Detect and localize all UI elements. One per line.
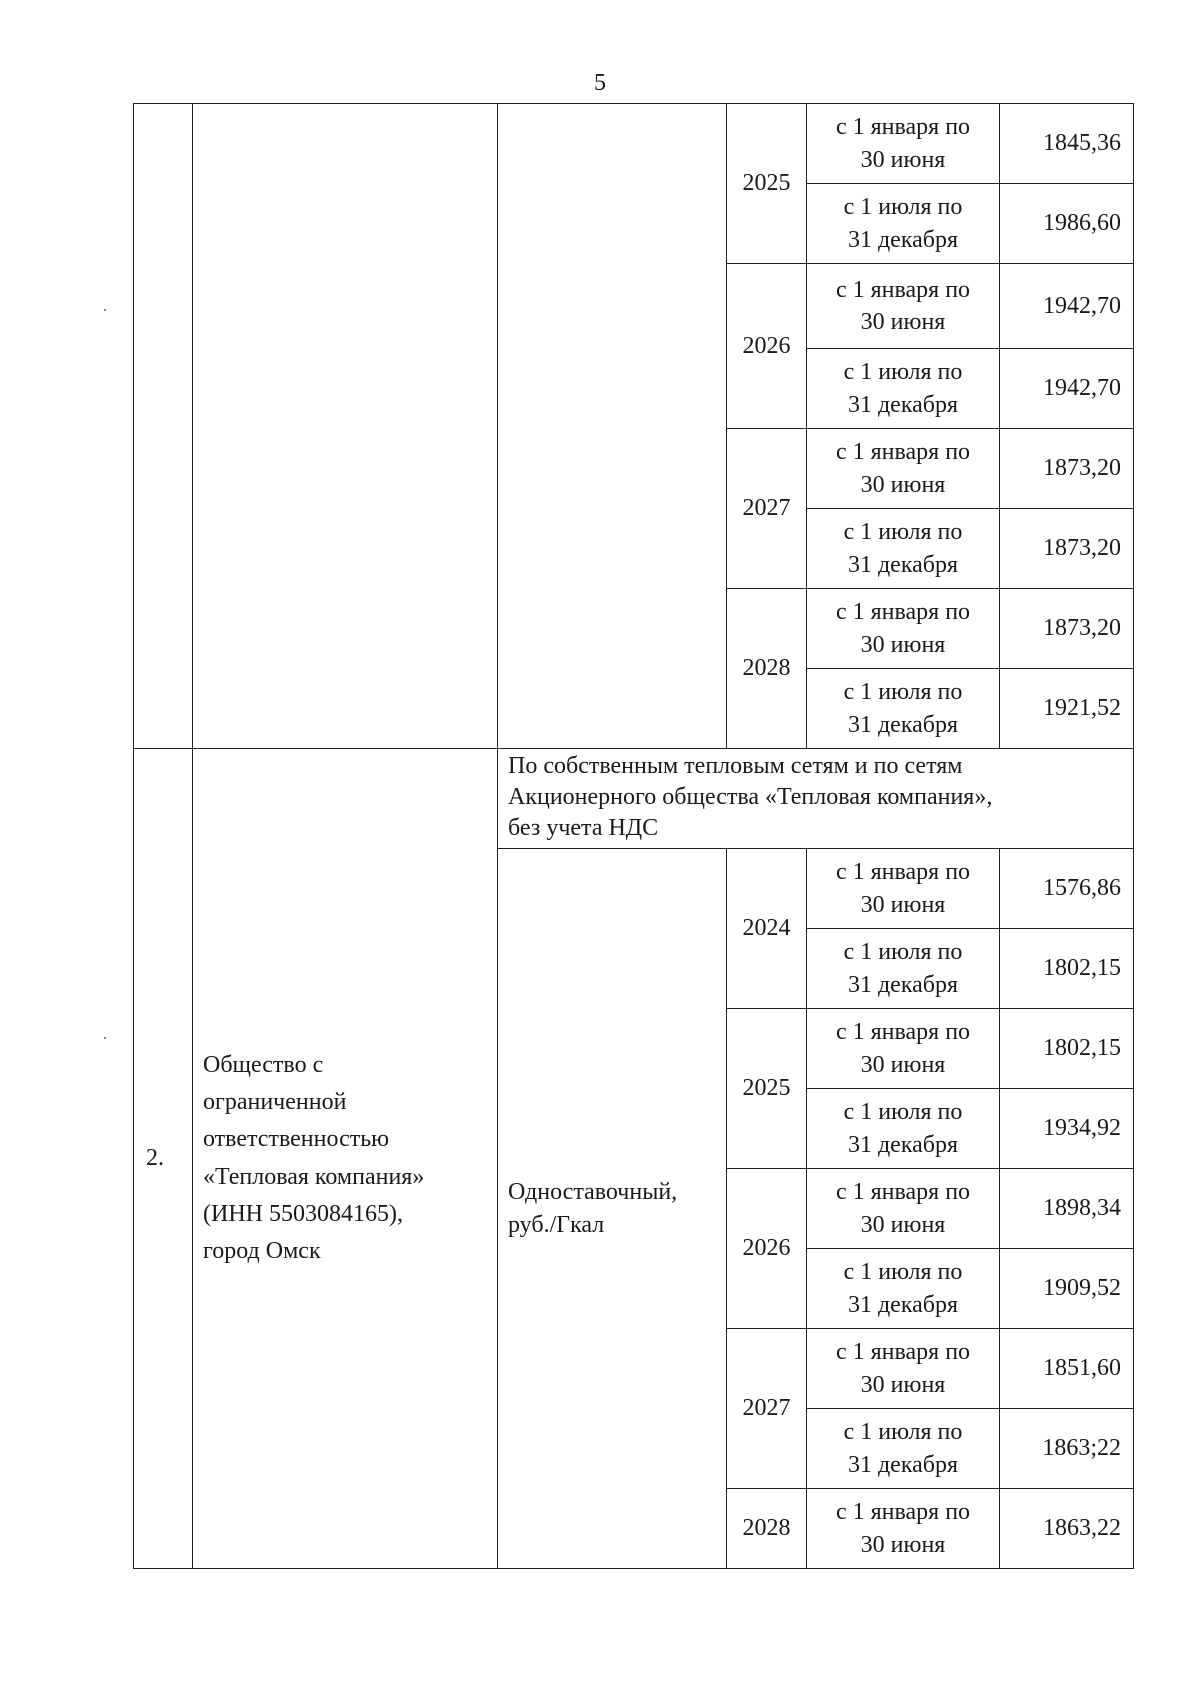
year-cell: 2026 xyxy=(727,1169,807,1329)
period-cell xyxy=(807,1409,1000,1489)
period-to: 30 июня xyxy=(860,1051,946,1078)
period-to: 30 июня xyxy=(860,631,946,658)
period-to: 30 июня xyxy=(860,471,946,498)
organization-cell xyxy=(193,749,498,1569)
period-to: 30 июня xyxy=(860,1211,946,1238)
period-to: 31 декабря xyxy=(847,971,959,998)
period-to: 31 декабря xyxy=(847,711,959,738)
value-cell: 1802,15 xyxy=(1000,1009,1134,1089)
year-cell: 2028 xyxy=(727,1489,807,1569)
period-to: 30 июня xyxy=(860,891,946,918)
period-to: 31 декабря xyxy=(847,551,959,578)
network-header-line: без учета НДС xyxy=(508,815,659,842)
value-cell: 1873,20 xyxy=(1000,429,1134,509)
period-cell xyxy=(807,1489,1000,1569)
year-cell: 2024 xyxy=(727,849,807,1009)
period-cell xyxy=(807,929,1000,1009)
period-from: с 1 января по xyxy=(835,439,971,466)
period-to: 30 июня xyxy=(860,309,946,335)
period-cell xyxy=(807,264,1000,349)
value-cell: 1873,20 xyxy=(1000,589,1134,669)
period-from: с 1 января по xyxy=(835,1019,971,1046)
value-cell: 1863;22 xyxy=(1000,1409,1134,1489)
period-from: с 1 июля по xyxy=(843,1259,963,1286)
value-cell: 1802,15 xyxy=(1000,929,1134,1009)
period-to: 30 июня xyxy=(860,1531,946,1558)
period-cell xyxy=(807,589,1000,669)
period-from: с 1 июля по xyxy=(843,359,963,386)
scan-speck xyxy=(104,309,106,311)
period-cell xyxy=(807,184,1000,264)
organization-cell-empty xyxy=(193,104,498,749)
period-cell xyxy=(807,349,1000,429)
organization-line: город Омск xyxy=(203,1237,321,1264)
period-to: 31 декабря xyxy=(847,1131,959,1158)
period-cell xyxy=(807,104,1000,184)
period-cell xyxy=(807,1089,1000,1169)
period-cell xyxy=(807,509,1000,589)
organization-line: (ИНН 5503084165), xyxy=(203,1200,403,1227)
value-cell: 1986,60 xyxy=(1000,184,1134,264)
number-cell-empty xyxy=(134,104,193,749)
period-cell xyxy=(807,429,1000,509)
page-number: 5 xyxy=(594,70,606,96)
scan-speck xyxy=(104,1037,106,1039)
period-cell xyxy=(807,1009,1000,1089)
period-from: с 1 января по xyxy=(835,114,971,141)
year-cell: 2027 xyxy=(727,1329,807,1489)
organization-line: «Тепловая компания» xyxy=(203,1163,425,1190)
period-to: 30 июня xyxy=(860,146,946,173)
period-from: с 1 января по xyxy=(835,859,971,886)
period-to: 31 декабря xyxy=(847,1451,959,1478)
year-cell: 2025 xyxy=(727,104,807,264)
value-cell: 1942,70 xyxy=(1000,264,1134,349)
period-to: 30 июня xyxy=(860,1371,946,1398)
year-cell: 2027 xyxy=(727,429,807,589)
value-cell: 1863,22 xyxy=(1000,1489,1134,1569)
period-to: 31 декабря xyxy=(847,226,959,253)
period-from: с 1 июля по xyxy=(843,1099,963,1126)
tariff-type-line: руб./Гкал xyxy=(508,1211,605,1238)
network-header-cell xyxy=(498,749,1134,849)
period-to: 31 декабря xyxy=(847,1291,959,1318)
value-cell: 1942,70 xyxy=(1000,349,1134,429)
value-cell: 1909,52 xyxy=(1000,1249,1134,1329)
tariff-type-line: Одноставочный, xyxy=(508,1179,678,1206)
value-cell: 1576,86 xyxy=(1000,849,1134,929)
organization-line: ответственностью xyxy=(203,1126,390,1153)
period-from: с 1 июля по xyxy=(843,194,963,221)
period-from: с 1 июля по xyxy=(843,679,963,706)
period-cell xyxy=(807,1249,1000,1329)
period-cell xyxy=(807,849,1000,929)
period-to: 31 декабря xyxy=(847,391,959,418)
value-cell: 1873,20 xyxy=(1000,509,1134,589)
network-header-line: По собственным тепловым сетям и по сетям xyxy=(508,753,963,779)
value-cell: 1934,92 xyxy=(1000,1089,1134,1169)
organization-line: ограниченной xyxy=(203,1089,347,1116)
period-from: с 1 января по xyxy=(835,276,971,303)
period-from: с 1 января по xyxy=(835,1179,971,1206)
period-cell xyxy=(807,1169,1000,1249)
period-from: с 1 июля по xyxy=(843,1419,963,1446)
year-cell: 2025 xyxy=(727,1009,807,1169)
year-cell: 2028 xyxy=(727,589,807,749)
period-from: с 1 июля по xyxy=(843,939,963,966)
tariff-type-cell xyxy=(498,849,727,1569)
period-cell xyxy=(807,1329,1000,1409)
value-cell: 1845,36 xyxy=(1000,104,1134,184)
table-row xyxy=(134,104,1134,184)
period-from: с 1 января по xyxy=(835,599,971,626)
row-number-cell: 2. xyxy=(134,749,193,1569)
value-cell: 1921,52 xyxy=(1000,669,1134,749)
period-from: с 1 января по xyxy=(835,1499,971,1526)
table-row xyxy=(134,749,1134,849)
period-from: с 1 июля по xyxy=(843,519,963,546)
period-cell xyxy=(807,669,1000,749)
tariff-cell-empty xyxy=(498,104,727,749)
period-from: с 1 января по xyxy=(835,1339,971,1366)
organization-line: Общество с xyxy=(203,1051,324,1078)
value-cell: 1851,60 xyxy=(1000,1329,1134,1409)
year-cell: 2026 xyxy=(727,264,807,429)
network-header-line: Акционерного общества «Тепловая компания», xyxy=(508,784,993,811)
tariff-table xyxy=(133,103,1134,1569)
value-cell: 1898,34 xyxy=(1000,1169,1134,1249)
